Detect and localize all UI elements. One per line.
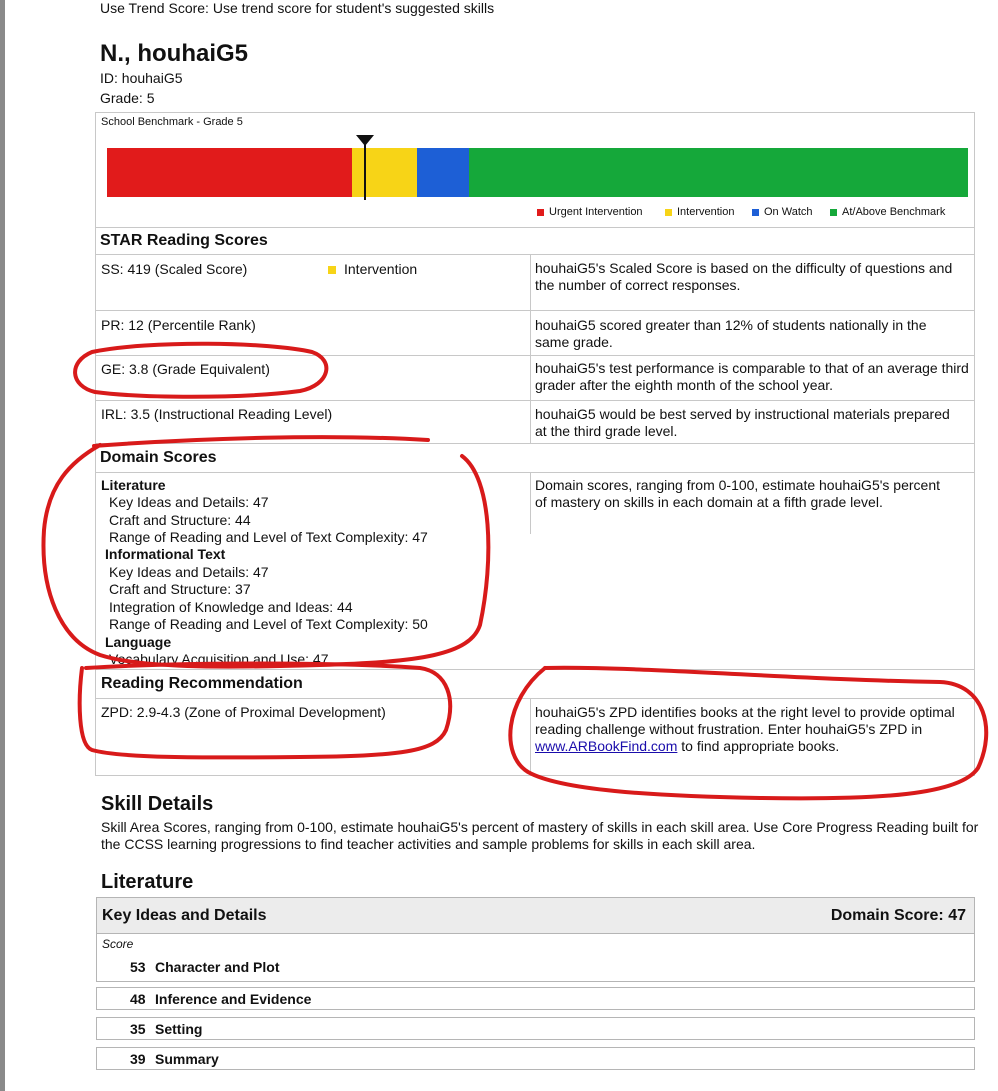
intervention-swatch-icon xyxy=(328,266,336,274)
arbookfind-link[interactable]: www.ARBookFind.com xyxy=(535,738,678,754)
zpd-label: ZPD: 2.9-4.3 (Zone of Proximal Development) xyxy=(101,704,386,720)
domain-description: Domain scores, ranging from 0-100, estimate houhaiG5's percent of mastery on skills in each domain at a fifth grade level. xyxy=(535,477,940,510)
grade-value: 5 xyxy=(146,90,155,106)
skill-details-title: Skill Details xyxy=(101,793,214,815)
irl-description: houhaiG5 would be best served by instructional materials prepared at the third grade level. xyxy=(535,406,950,439)
domain-item: Craft and Structure: 37 xyxy=(109,581,251,597)
legend-intervention xyxy=(665,206,734,218)
divider xyxy=(95,669,975,670)
skill-table-header xyxy=(96,897,975,934)
domain-item: Key Ideas and Details: 47 xyxy=(109,564,269,580)
score-column-label: Score xyxy=(102,937,134,951)
zpd-description-text: houhaiG5's ZPD identifies books at the right level to provide optimal reading challenge without frustration. Enter houhaiG5's ZPD in xyxy=(535,704,955,737)
column-divider xyxy=(530,472,531,534)
legend-urgent xyxy=(537,206,643,218)
domain-item: Key Ideas and Details: 47 xyxy=(109,494,269,510)
domain-item: Integration of Knowledge and Ideas: 44 xyxy=(109,599,353,615)
table-row xyxy=(96,1017,975,1040)
pr-label: PR: 12 (Percentile Rank) xyxy=(101,317,256,333)
skill-name: Inference and Evidence xyxy=(155,991,312,1007)
ss-description: houhaiG5's Scaled Score is based on the difficulty of questions and the number of correct responses. xyxy=(535,260,953,293)
literature-section-title: Literature xyxy=(101,871,194,893)
legend-swatch-icon xyxy=(537,209,544,216)
reading-recommendation-header: Reading Recommendation xyxy=(101,675,303,692)
legend-swatch-icon xyxy=(665,209,672,216)
star-scores-header: STAR Reading Scores xyxy=(100,232,268,249)
student-grade xyxy=(100,90,155,106)
ge-description: houhaiG5's test performance is comparable to that of an average third grader after the eighth month of the school year. xyxy=(535,360,969,393)
legend-label: Intervention xyxy=(677,206,735,218)
column-divider xyxy=(530,698,531,776)
skill-score: 35 xyxy=(130,1021,146,1037)
benchmark-title: School Benchmark - Grade 5 xyxy=(101,116,243,128)
trend-score-note: Use Trend Score: Use trend score for student's suggested skills xyxy=(100,0,495,16)
student-name: N., houhaiG5 xyxy=(100,40,249,67)
ss-label: SS: 419 (Scaled Score) xyxy=(101,261,248,277)
domain-item: Range of Reading and Level of Text Complexity: 47 xyxy=(109,529,428,545)
domain-item: Range of Reading and Level of Text Complexity: 50 xyxy=(109,616,428,632)
skill-details-description: Skill Area Scores, ranging from 0-100, estimate houhaiG5's percent of mastery of skills in each skill area. Use Core Progress Reading built for the CCSS learning progressions to find teacher activities and sample problems for skills in each skill area. xyxy=(101,819,979,852)
skill-table-body-first xyxy=(96,933,975,982)
legend-swatch-icon xyxy=(752,209,759,216)
domain-literature-title: Literature xyxy=(101,477,166,493)
divider xyxy=(95,472,975,473)
table-row xyxy=(96,987,975,1010)
zpd-description-end: to find appropriate books. xyxy=(681,738,840,754)
ge-label: GE: 3.8 (Grade Equivalent) xyxy=(101,361,270,377)
skill-table-title: Key Ideas and Details xyxy=(102,907,267,924)
divider xyxy=(95,698,975,699)
domain-score: Domain Score: 47 xyxy=(830,907,966,924)
pr-description: houhaiG5 scored greater than 12% of students nationally in the same grade. xyxy=(535,317,927,350)
divider xyxy=(95,310,975,311)
skill-score: 48 xyxy=(130,991,146,1007)
table-row xyxy=(96,1047,975,1070)
skill-score: 53 xyxy=(130,959,146,975)
legend-swatch-icon xyxy=(830,209,837,216)
domain-item: Vocabulary Acquisition and Use: 47 xyxy=(109,651,329,667)
domain-informational-title: Informational Text xyxy=(105,546,226,562)
divider xyxy=(95,227,975,228)
ss-category-label: Intervention xyxy=(344,261,418,277)
ss-category xyxy=(328,261,417,278)
skill-name: Summary xyxy=(155,1051,219,1067)
window-left-border xyxy=(0,0,5,1091)
bar-urgent-intervention xyxy=(107,148,352,197)
domain-item: Craft and Structure: 44 xyxy=(109,512,251,528)
skill-name: Character and Plot xyxy=(155,959,280,975)
divider xyxy=(95,355,975,356)
bar-at-above-benchmark xyxy=(469,148,968,197)
skill-name: Setting xyxy=(155,1021,203,1037)
skill-score: 39 xyxy=(130,1051,146,1067)
legend-label: Urgent Intervention xyxy=(549,206,643,218)
divider xyxy=(95,400,975,401)
divider xyxy=(95,254,975,255)
score-marker-icon xyxy=(354,134,376,200)
divider xyxy=(95,443,975,444)
domain-language-title: Language xyxy=(105,634,172,650)
student-id: ID: houhaiG5 xyxy=(100,70,183,86)
grade-label: Grade: xyxy=(100,90,143,106)
column-divider xyxy=(530,254,531,443)
legend-on-watch xyxy=(752,206,813,218)
zpd-description xyxy=(535,704,965,755)
bar-on-watch xyxy=(417,148,469,197)
domain-scores-header: Domain Scores xyxy=(100,449,217,466)
legend-at-above xyxy=(830,206,945,218)
irl-label: IRL: 3.5 (Instructional Reading Level) xyxy=(101,406,333,422)
legend-label: On Watch xyxy=(764,206,813,218)
legend-label: At/Above Benchmark xyxy=(842,206,946,218)
